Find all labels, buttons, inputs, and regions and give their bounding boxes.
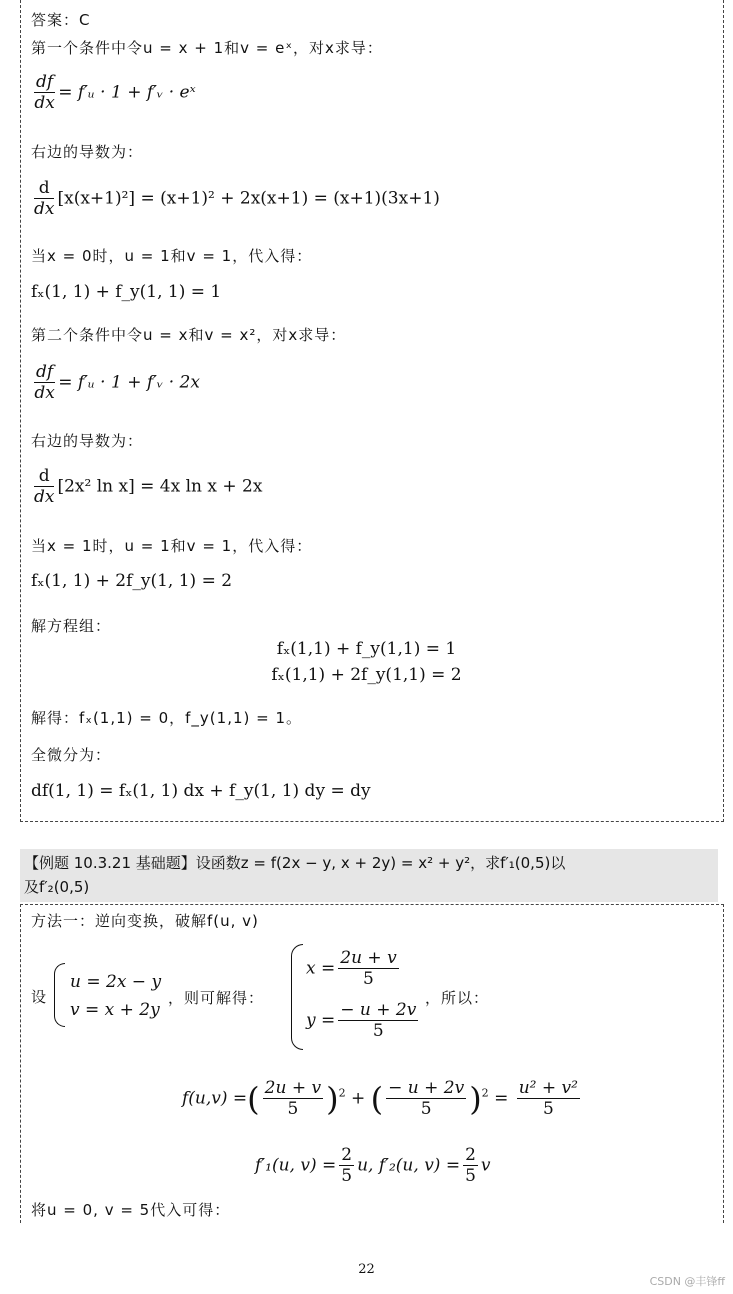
- equation-2: $\frac{d}{dx}$ [x(x+1)²] = (x+1)² + 2x(x+1) = (x+1)(3x+1): [34, 178, 440, 220]
- equation-3: fₓ(1, 1) + f_y(1, 1) = 1: [31, 282, 222, 302]
- partial-2-fraction: $\frac{2}{5}$: [465, 1145, 476, 1187]
- substitution-2-text: 当x = 1时，u = 1和v = 1，代入得：: [31, 537, 313, 555]
- system-line-1: fₓ(1,1) + f_y(1,1) = 1: [276, 639, 457, 659]
- solve-system-label: 解方程组：: [31, 617, 112, 635]
- result-fraction: $\frac{\text{u² + v²}}{5}$: [518, 1078, 578, 1120]
- rhs-derivative-label-2: 右边的导数为：: [31, 432, 144, 450]
- page-number: 22: [358, 1262, 375, 1277]
- example-title-banner: [20, 849, 718, 902]
- answer-line: 答案：C: [31, 11, 91, 29]
- method-1-title: 方法一：逆向变换，破解f(u, v): [31, 912, 259, 930]
- example-title-line-2: 及f′₂(0,5): [24, 878, 90, 896]
- term1-fraction: $\frac{2u + v}{5}$: [264, 1078, 322, 1120]
- f-uv-equation: f(u,v) =( $\frac{2u + v}{5}$ )$^2$ + ( $\frac{- u + 2v}{5}$ )$^2$ = $\frac{\text{u² + v²}}{5}$: [182, 1078, 578, 1120]
- total-differential-label: 全微分为：: [31, 746, 112, 764]
- equation-4: $\frac{df}{dx}$ = f′ᵤ · 1 + f′ᵥ · 2x: [34, 362, 200, 404]
- equation-6: fₓ(1, 1) + 2f_y(1, 1) = 2: [31, 571, 233, 591]
- equation-1: $\frac{df}{dx}$ = f′ᵤ · 1 + f′ᵥ · eˣ: [34, 72, 196, 114]
- left-brace-xy: [291, 944, 303, 1050]
- condition-2-text: 第二个条件中令u = x和v = x²，对x求导：: [31, 326, 347, 344]
- left-brace-uv: [54, 963, 65, 1027]
- condition-1-text: 第一个条件中令u = x + 1和v = eˣ，对x求导：: [31, 39, 383, 57]
- solution-box: [20, 0, 724, 822]
- fraction-d-dx-2: $\frac{d}{dx}$: [34, 466, 55, 508]
- rhs-derivative-label-1: 右边的导数为：: [31, 143, 144, 161]
- example-title-line-1: 【例题 10.3.21 基础题】设函数z = f(2x − y, x + 2y) = x² + y²，求f′₁(0,5)以: [24, 854, 566, 872]
- x-fraction: $\frac{2u + v}{5}$: [340, 948, 397, 990]
- so-text: ，所以：: [425, 989, 490, 1007]
- solution-text: 解得：fₓ(1,1) = 0，f_y(1,1) = 1。: [31, 709, 303, 727]
- system-v-line: v = x + 2y: [70, 1000, 160, 1020]
- then-solve-text: ，则可解得：: [168, 989, 265, 1007]
- equation-7: df(1, 1) = fₓ(1, 1) dx + f_y(1, 1) dy = dy: [31, 781, 371, 801]
- term2-fraction: $\frac{- u + 2v}{5}$: [388, 1078, 465, 1120]
- substitute-text: 将u = 0, v = 5代入可得：: [31, 1201, 231, 1219]
- substitution-1-text: 当x = 0时，u = 1和v = 1，代入得：: [31, 247, 313, 265]
- equation-5: $\frac{d}{dx}$ [2x² ln x] = 4x ln x + 2x: [34, 466, 263, 508]
- fraction-df-dx-2: $\frac{df}{dx}$: [34, 362, 55, 404]
- system-line-2: fₓ(1,1) + 2f_y(1,1) = 2: [271, 665, 462, 685]
- partial-1-fraction: $\frac{2}{5}$: [341, 1145, 353, 1187]
- x-expression: x = $\frac{2u + v}{5}$: [306, 948, 397, 990]
- let-label: 设: [31, 988, 48, 1006]
- y-fraction: $\frac{- u + 2v}{5}$: [340, 1000, 417, 1042]
- watermark: CSDN @丰锋ff: [649, 1275, 725, 1288]
- fraction-d-dx: $\frac{d}{dx}$: [34, 178, 55, 220]
- system-u-line: u = 2x − y: [70, 972, 162, 992]
- fraction-df-dx: $\frac{df}{dx}$: [34, 72, 55, 114]
- partial-derivatives-equation: f′₁(u, v) = $\frac{2}{5}$ u, f′₂(u, v) = $\frac{2}{5}$ v: [255, 1145, 491, 1187]
- y-expression: y = $\frac{- u + 2v}{5}$: [306, 1000, 417, 1042]
